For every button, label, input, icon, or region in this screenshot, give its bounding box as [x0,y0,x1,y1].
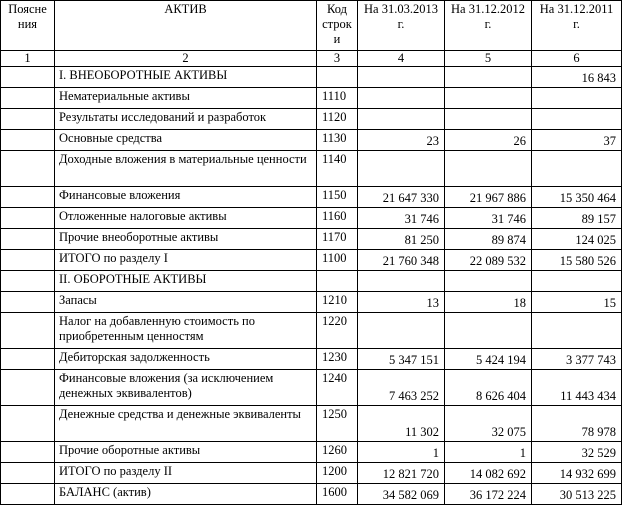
asset-name-cell: Результаты исследований и разработок [55,109,317,130]
asset-name-cell: Отложенные налоговые активы [55,208,317,229]
value-2011-cell [532,109,622,130]
code-cell: 1110 [317,88,358,109]
explanation-cell [1,463,55,484]
explanation-cell [1,250,55,271]
table-row [1,208,622,229]
value-2012-cell [445,109,532,130]
value-2012-cell [445,271,532,292]
asset-name-cell: Финансовые вложения (за исключением денежных эквивалентов) [55,370,317,406]
explanation-cell [1,151,55,187]
header-explanations: Поясне ния [1,1,55,51]
header-2013: На 31.03.2013 г. [358,1,445,51]
index-cell: 6 [532,51,622,67]
header-asset: АКТИВ [55,1,317,51]
value-2011-cell: 16 843 [532,67,622,88]
code-cell: 1600 [317,484,358,505]
value-2011-cell: 124 025 [532,229,622,250]
value-2013-cell: 21 760 348 [358,250,445,271]
value-2012-cell [445,88,532,109]
code-cell: 1140 [317,151,358,187]
explanation-cell [1,271,55,292]
value-2013-cell: 23 [358,130,445,151]
index-cell: 5 [445,51,532,67]
code-cell: 1250 [317,406,358,442]
index-cell: 4 [358,51,445,67]
value-2011-cell: 3 377 743 [532,349,622,370]
asset-name-cell: ИТОГО по разделу I [55,250,317,271]
table-row [1,151,622,187]
code-cell: 1160 [317,208,358,229]
table-row [1,442,622,463]
value-2012-cell: 14 082 692 [445,463,532,484]
value-2012-cell: 1 [445,442,532,463]
code-cell: 1120 [317,109,358,130]
value-2013-cell: 5 347 151 [358,349,445,370]
code-cell [317,271,358,292]
explanation-cell [1,484,55,505]
value-2011-cell [532,151,622,187]
value-2011-cell: 15 350 464 [532,187,622,208]
code-cell: 1200 [317,463,358,484]
asset-name-cell: БАЛАНС (актив) [55,484,317,505]
value-2011-cell [532,88,622,109]
asset-name-cell: ИТОГО по разделу II [55,463,317,484]
explanation-cell [1,406,55,442]
asset-name-cell: Доходные вложения в материальные ценности [55,151,317,187]
table-row [1,250,622,271]
explanation-cell [1,229,55,250]
value-2013-cell: 1 [358,442,445,463]
value-2012-cell: 18 [445,292,532,313]
code-cell [317,67,358,88]
table-row [1,187,622,208]
explanation-cell [1,370,55,406]
value-2012-cell: 22 089 532 [445,250,532,271]
value-2012-cell: 5 424 194 [445,349,532,370]
value-2011-cell: 32 529 [532,442,622,463]
explanation-cell [1,349,55,370]
asset-name-cell: Финансовые вложения [55,187,317,208]
value-2012-cell: 21 967 886 [445,187,532,208]
code-cell: 1150 [317,187,358,208]
code-cell: 1130 [317,130,358,151]
asset-name-cell: Прочие оборотные активы [55,442,317,463]
explanation-cell [1,109,55,130]
value-2013-cell: 81 250 [358,229,445,250]
asset-name-cell: Денежные средства и денежные эквиваленты [55,406,317,442]
value-2012-cell [445,313,532,349]
value-2012-cell: 32 075 [445,406,532,442]
value-2012-cell: 89 874 [445,229,532,250]
asset-name-cell: Нематериальные активы [55,88,317,109]
code-cell: 1230 [317,349,358,370]
explanation-cell [1,208,55,229]
table-row [1,406,622,442]
table-row [1,370,622,406]
table-row [1,271,622,292]
explanation-cell [1,187,55,208]
code-cell: 1170 [317,229,358,250]
table-row [1,88,622,109]
value-2011-cell: 11 443 434 [532,370,622,406]
code-cell: 1210 [317,292,358,313]
index-cell: 3 [317,51,358,67]
table-row [1,463,622,484]
value-2013-cell [358,67,445,88]
table-row [1,484,622,505]
value-2013-cell: 34 582 069 [358,484,445,505]
code-cell: 1260 [317,442,358,463]
explanation-cell [1,292,55,313]
asset-name-cell: I. ВНЕОБОРОТНЫЕ АКТИВЫ [55,67,317,88]
asset-name-cell: Дебиторская задолженность [55,349,317,370]
table-row [1,349,622,370]
value-2012-cell: 36 172 224 [445,484,532,505]
table-row [1,292,622,313]
code-cell: 1240 [317,370,358,406]
asset-name-cell: Запасы [55,292,317,313]
column-index-row [1,51,622,67]
value-2013-cell: 13 [358,292,445,313]
value-2012-cell: 31 746 [445,208,532,229]
asset-name-cell: Прочие внеоборотные активы [55,229,317,250]
asset-name-cell: Налог на добавленную стоимость по приобретенным ценностям [55,313,317,349]
index-cell: 1 [1,51,55,67]
table-row [1,313,622,349]
value-2011-cell: 30 513 225 [532,484,622,505]
code-cell: 1220 [317,313,358,349]
table-row [1,109,622,130]
asset-name-cell: II. ОБОРОТНЫЕ АКТИВЫ [55,271,317,292]
value-2013-cell [358,109,445,130]
explanation-cell [1,88,55,109]
value-2011-cell: 78 978 [532,406,622,442]
value-2013-cell [358,313,445,349]
header-2012: На 31.12.2012 г. [445,1,532,51]
value-2012-cell [445,151,532,187]
value-2011-cell [532,271,622,292]
header-row [1,1,622,51]
value-2012-cell: 8 626 404 [445,370,532,406]
value-2013-cell: 21 647 330 [358,187,445,208]
value-2011-cell: 89 157 [532,208,622,229]
value-2013-cell [358,271,445,292]
value-2013-cell: 7 463 252 [358,370,445,406]
value-2012-cell [445,67,532,88]
value-2012-cell: 26 [445,130,532,151]
value-2011-cell: 15 [532,292,622,313]
value-2011-cell: 37 [532,130,622,151]
value-2011-cell: 14 932 699 [532,463,622,484]
value-2013-cell [358,88,445,109]
explanation-cell [1,313,55,349]
explanation-cell [1,67,55,88]
index-cell: 2 [55,51,317,67]
explanation-cell [1,130,55,151]
value-2013-cell: 11 302 [358,406,445,442]
table-row [1,67,622,88]
value-2013-cell: 12 821 720 [358,463,445,484]
explanation-cell [1,442,55,463]
code-cell: 1100 [317,250,358,271]
value-2011-cell: 15 580 526 [532,250,622,271]
value-2011-cell [532,313,622,349]
table-row [1,130,622,151]
header-code: Код строк и [317,1,358,51]
asset-name-cell: Основные средства [55,130,317,151]
value-2013-cell: 31 746 [358,208,445,229]
table-row [1,229,622,250]
value-2013-cell [358,151,445,187]
header-2011: На 31.12.2011 г. [532,1,622,51]
